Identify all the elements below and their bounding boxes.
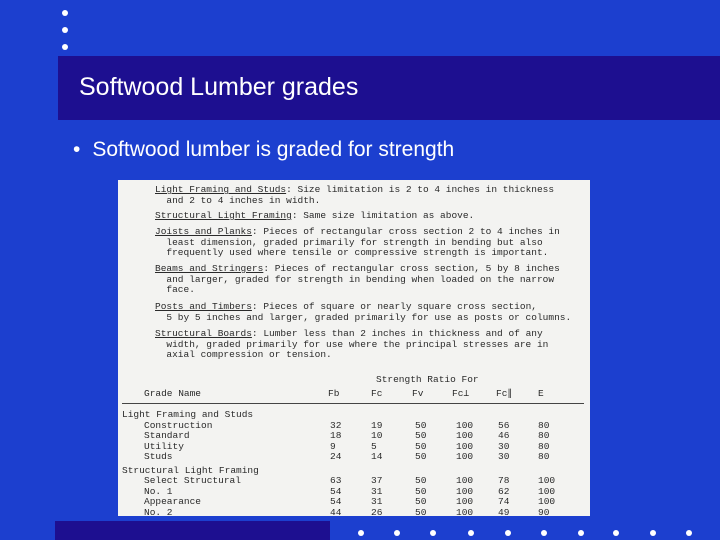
table-cell: 100 [456,506,474,516]
definition-item: Structural Light Framing: Same size limitation as above. [155,210,475,221]
table-cell: 78 [498,475,510,486]
table-col-header: Fb [328,388,340,399]
table-cell: 90 [538,506,550,516]
table-cell: 31 [371,496,383,507]
group-name: Structural Light Framing [122,464,259,476]
decorative-dot [541,530,547,536]
table-cell: 18 [330,430,342,441]
table-row [118,451,590,462]
table-cell: 100 [456,475,474,486]
table-cell: 50 [415,440,427,452]
table-cell: 14 [371,451,383,462]
table-cell: 30 [498,451,510,462]
table-cell: 80 [538,451,550,462]
table-cell: 100 [456,451,474,462]
table-row [118,486,590,497]
table-cell: 80 [538,440,550,452]
table-cell: 100 [456,419,474,431]
decorative-dot [394,530,400,536]
table-cell: 49 [498,506,510,516]
decorative-dot [613,530,619,536]
table-group-label [118,409,590,420]
table-col-header: Fv [412,388,424,399]
table-row [118,507,590,517]
table-cell: 80 [538,419,550,431]
table-cell: 100 [456,485,474,497]
table-cell: 50 [415,485,427,497]
footer-bar [55,521,330,540]
table-row [118,420,590,431]
decorative-dot [578,530,584,536]
table-cell: 100 [538,475,556,486]
decorative-dot [505,530,511,536]
table-cell: 37 [371,475,383,486]
definition-item: Joists and Planks: Pieces of rectangular cross section 2 to 4 inches in least dimension, graded primarily for strength in bending but also frequently used where tensile or compressive strength is important. [155,226,560,258]
table-cell: 54 [330,496,342,507]
bullet-text: Softwood lumber is graded for strength [92,138,455,161]
grade-name: Studs [144,451,173,462]
table-row [118,475,590,486]
table-row [118,430,590,441]
decorative-dot [62,10,68,16]
table-row [118,496,590,507]
decorative-dot [62,44,68,50]
decorative-dot [430,530,436,536]
table-rule [122,403,584,404]
table-cell: 100 [456,430,474,441]
table-cell: 9 [330,440,336,452]
table-cell: 50 [415,475,427,486]
grade-name: Select Structural [144,475,241,486]
table-cell: 24 [330,451,342,462]
table-cell: 50 [415,506,427,516]
table-cell: 30 [498,440,510,452]
bullet-item [73,138,454,162]
table-cell: 54 [330,485,342,497]
table-group-label [118,465,590,476]
table-cell: 46 [498,430,510,441]
grade-name: No. 1 [144,485,173,497]
table-cell: 44 [330,506,342,516]
table-cell: 80 [538,430,550,441]
slide-title: Softwood Lumber grades [79,73,359,101]
table-cell: 100 [538,485,556,497]
table-cell: 10 [371,430,383,441]
grade-name: Construction [144,419,213,431]
table-col-header: Fc⊥ [452,388,470,399]
table-col-header: E [538,388,544,399]
definition-item: Structural Boards: Lumber less than 2 inches in thickness and of any width, graded primarily for use where the principal stresses are in axial compression or tension. [155,328,549,360]
table-cell: 19 [371,419,383,431]
decorative-dot [62,27,68,33]
definition-item: Posts and Timbers: Pieces of square or nearly square cross section, 5 by 5 inches and larger, graded primarily for use as posts or columns. [155,301,572,323]
table-cell: 100 [456,440,474,452]
table-group-header: Strength Ratio For [376,374,479,385]
table-cell: 5 [371,440,377,452]
decorative-dot [468,530,474,536]
bullet-symbol: • [73,138,81,161]
table-col-header: Fc∥ [496,388,513,399]
table-cell: 26 [371,506,383,516]
grade-name: Standard [144,430,190,441]
decorative-dot [650,530,656,536]
table-cell: 50 [415,419,427,431]
table-cell: 31 [371,485,383,497]
decorative-dot [686,530,692,536]
scanned-document [118,180,590,516]
grade-name: Appearance [144,496,202,507]
grade-name: No. 2 [144,506,173,516]
table-cell: 63 [330,475,342,486]
table-cell: 62 [498,485,510,497]
table-row [118,441,590,452]
table-cell: 74 [498,496,510,507]
table-col-header: Fc [371,388,383,399]
table-cell: 32 [330,419,342,431]
table-cell: 56 [498,419,510,431]
group-name: Light Framing and Studs [122,409,254,420]
table-cell: 100 [538,496,556,507]
table-cell: 50 [415,430,427,441]
decorative-dot [358,530,364,536]
grade-name: Utility [144,440,184,452]
table-cell: 50 [415,451,427,462]
table-cell: 50 [415,496,427,507]
definition-item: Beams and Stringers: Pieces of rectangular cross section, 5 by 8 inches and larger, graded for strength in bending when loaded on the narrow face. [155,263,560,295]
table-cell: 100 [456,496,474,507]
definition-item: Light Framing and Studs: Size limitation is 2 to 4 inches in thickness and 2 to 4 inches in width. [155,184,555,206]
table-col-grade: Grade Name [144,388,202,399]
